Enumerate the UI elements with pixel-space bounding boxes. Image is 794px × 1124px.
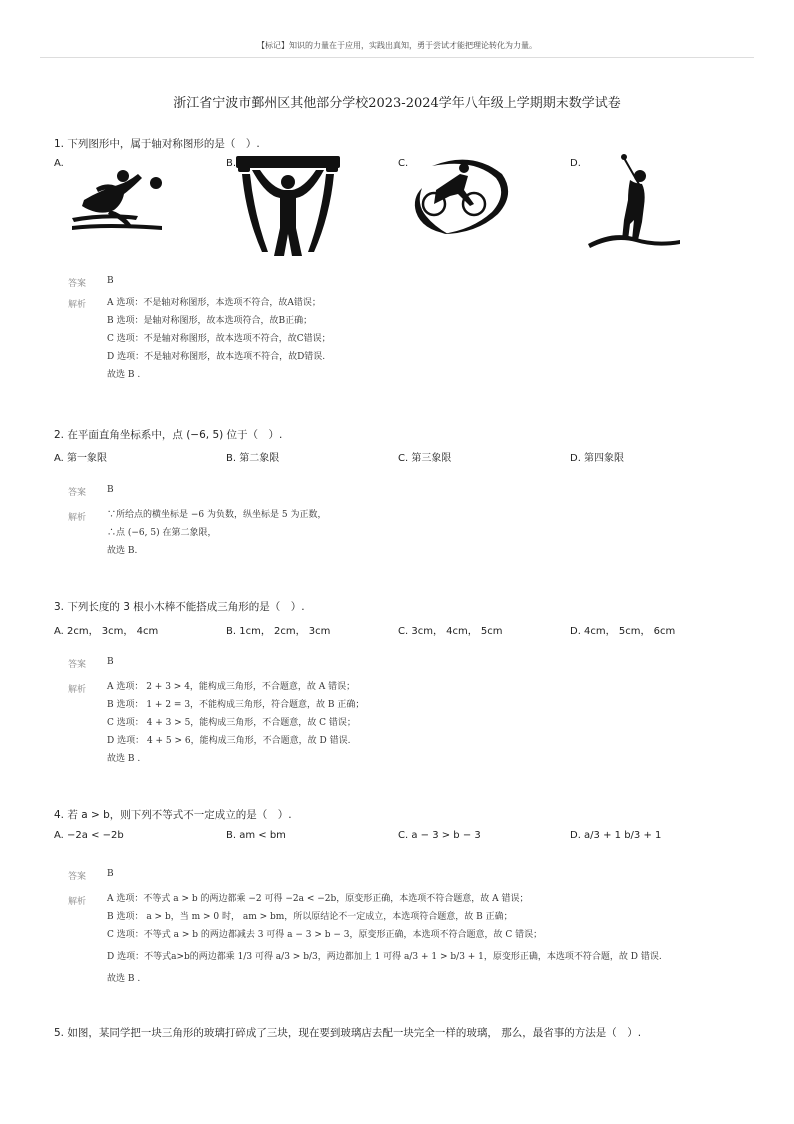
q1-option-d: D. bbox=[570, 158, 581, 169]
q2-answer: B bbox=[107, 485, 114, 495]
q3-option-b: B. 1cm， 2cm， 3cm bbox=[226, 626, 331, 637]
golfer-icon bbox=[584, 152, 684, 252]
explanation-line: 故选 B . bbox=[107, 370, 141, 380]
explanation-line: C 选项：不等式 a > b 的两边都减去 3 可得 a − 3 > b − 3，原变形正确，本选项不符合题意，故 C 错误； bbox=[107, 930, 543, 940]
header-divider bbox=[40, 57, 754, 58]
explanation-line: 故选 B . bbox=[107, 974, 141, 984]
analysis-label: 解析 bbox=[68, 513, 87, 523]
q4-option-a: A. −2a < −2b bbox=[54, 830, 124, 841]
explanation-line: D 选项：不是轴对称图形，故本选项不符合，故D错误. bbox=[107, 352, 326, 362]
answer-label: 答案 bbox=[68, 660, 87, 670]
analysis-label: 解析 bbox=[68, 685, 87, 695]
q4-option-c: C. a − 3 > b − 3 bbox=[398, 830, 481, 841]
explanation-line: C 选项：不是轴对称图形，故本选项不符合，故C错误； bbox=[107, 334, 331, 344]
explanation-line: A 选项： 2 + 3 > 4，能构成三角形，不合题意，故 A 错误； bbox=[107, 682, 356, 692]
explanation-line: C 选项： 4 + 3 > 5，能构成三角形，不合题意，故 C 错误； bbox=[107, 718, 356, 728]
q4-stem: 4. 若 a > b，则下列不等式不一定成立的是（ ）. bbox=[54, 809, 292, 821]
q1-stem: 1. 下列图形中，属于轴对称图形的是（ ）. bbox=[54, 138, 260, 150]
handball-player-icon bbox=[66, 160, 170, 232]
weightlifter-icon bbox=[236, 156, 340, 256]
q1-answer: B bbox=[107, 276, 114, 286]
q4-option-b: B. am < bm bbox=[226, 830, 286, 841]
answer-label: 答案 bbox=[68, 872, 87, 882]
q2-option-b: B. 第二象限 bbox=[226, 453, 280, 464]
explanation-line: 故选 B . bbox=[107, 754, 141, 764]
q1-option-a: A. bbox=[54, 158, 64, 169]
analysis-label: 解析 bbox=[68, 300, 87, 310]
explanation-line: ∵所给点的横坐标是 −6 为负数，纵坐标是 5 为正数， bbox=[107, 510, 327, 520]
explanation-line: 故选 B. bbox=[107, 546, 138, 556]
answer-label: 答案 bbox=[68, 488, 87, 498]
q1-option-b: B. bbox=[226, 158, 237, 169]
q1-explanation bbox=[107, 294, 331, 384]
q2-stem: 2. 在平面直角坐标系中，点 (−6, 5) 位于（ ）. bbox=[54, 429, 283, 441]
analysis-label: 解析 bbox=[68, 897, 87, 907]
explanation-line: B 选项： a > b，当 m > 0 时， am > bm，所以原结论不一定成立，本选项符合题意，故 B 正确； bbox=[107, 912, 513, 922]
q3-option-d: D. 4cm， 5cm， 6cm bbox=[570, 626, 676, 637]
q3-answer: B bbox=[107, 657, 114, 667]
explanation-line: A 选项：不等式 a > b 的两边都乘 −2 可得 −2a < −2b，原变形正确，本选项不符合题意，故 A 错误； bbox=[107, 894, 529, 904]
q3-stem: 3. 下列长度的 3 根小木棒不能搭成三角形的是（ ）. bbox=[54, 601, 305, 613]
q1-option-c: C. bbox=[398, 158, 409, 169]
q4-answer: B bbox=[107, 869, 114, 879]
q3-explanation bbox=[107, 678, 364, 768]
cyclist-icon bbox=[412, 154, 512, 238]
explanation-line: B 选项：是轴对称图形，故本选项符合，故B正确； bbox=[107, 316, 313, 326]
page-title: 浙江省宁波市鄞州区其他部分学校2023-2024学年八年级上学期期末数学试卷 bbox=[173, 96, 621, 111]
answer-label: 答案 bbox=[68, 279, 87, 289]
explanation-line: ∴点 (−6, 5) 在第二象限， bbox=[107, 528, 217, 538]
q2-option-a: A. 第一象限 bbox=[54, 453, 108, 464]
explanation-line: D 选项： 4 + 5 > 6，能构成三角形，不合题意，故 D 错误. bbox=[107, 736, 351, 746]
q4-explanation bbox=[107, 890, 662, 988]
q4-option-d: D. a/3 + 1 b/3 + 1 bbox=[570, 830, 662, 841]
q2-option-d: D. 第四象限 bbox=[570, 453, 625, 464]
header-note: 【标记】知识的力量在于应用，实践出真知，勇于尝试才能把理论转化为力量。 bbox=[257, 41, 537, 50]
explanation-line: A 选项：不是轴对称图形，本选项不符合，故A错误； bbox=[107, 298, 321, 308]
q5-stem: 5. 如图，某同学把一块三角形的玻璃打碎成了三块，现在要到玻璃店去配一块完全一样的玻璃， 那么，最省事的方法是（ ）. bbox=[54, 1027, 642, 1039]
explanation-line: D 选项：不等式a>b的两边都乘 1/3 可得 a/3 > b/3，两边都加上 1 可得 a/3 + 1 > b/3 + 1，原变形正确，本选项不符合题，故 D 错误. bbox=[107, 952, 662, 962]
explanation-line: B 选项： 1 + 2 = 3，不能构成三角形，符合题意，故 B 正确； bbox=[107, 700, 365, 710]
q3-option-c: C. 3cm， 4cm， 5cm bbox=[398, 626, 503, 637]
q2-option-c: C. 第三象限 bbox=[398, 453, 452, 464]
q2-explanation bbox=[107, 506, 326, 560]
q3-option-a: A. 2cm， 3cm， 4cm bbox=[54, 626, 159, 637]
